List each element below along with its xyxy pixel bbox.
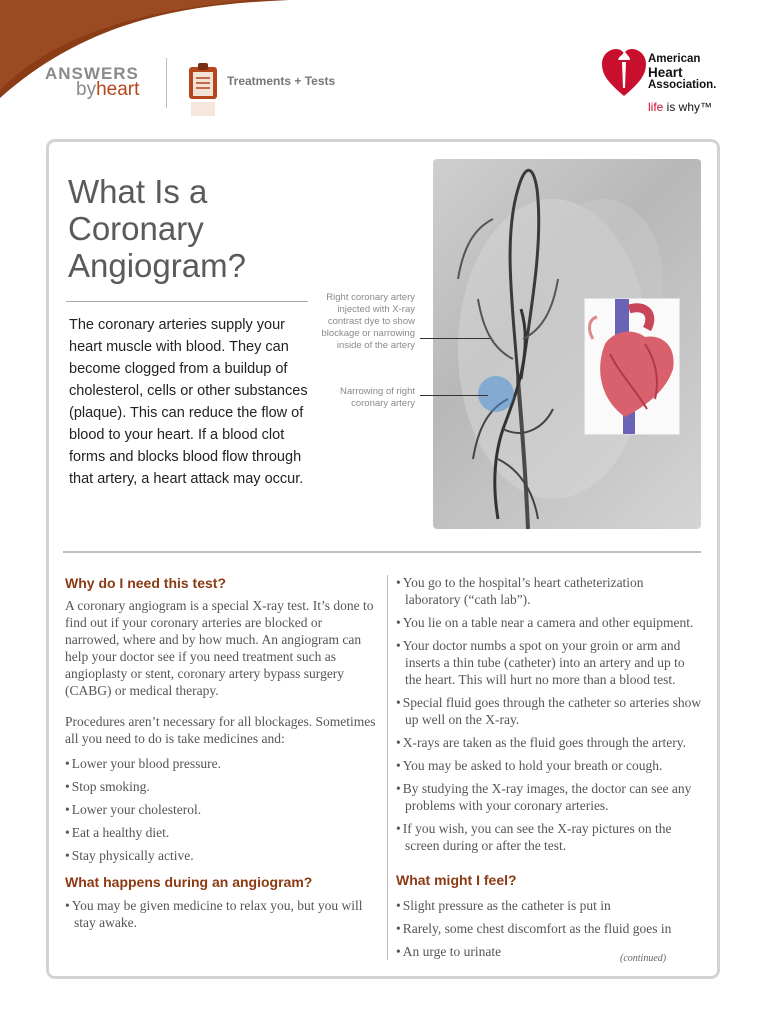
heart-illustration: [584, 298, 680, 435]
list-item: • An urge to urinate: [396, 940, 702, 963]
list-item: • X-rays are taken as the fluid goes through the artery.: [396, 734, 702, 751]
caption-leader-narrowing: [420, 395, 488, 396]
caption-leader-artery: [420, 338, 490, 339]
category-label: Treatments + Tests: [227, 74, 336, 88]
list-item: • You may be given medicine to relax you, but you will stay awake.: [65, 897, 377, 931]
intro-paragraph: The coronary arteries supply your heart muscle with blood. They can become clogged from a buildup of cholesterol, cells or other substances (plaque). This can reduce the flow of blood to your heart. If a blood clot forms and blocks blood flow through that artery, a heart attack may occur.: [69, 317, 308, 487]
heart-drawing: [585, 299, 679, 434]
clipboard-icon: [188, 62, 218, 118]
list-item: • Special fluid goes through the catheter so arteries show up well on the X-ray.: [396, 694, 702, 728]
page-title: [68, 173, 246, 284]
caption-narrowing: Narrowing of right coronary artery: [340, 386, 415, 409]
list-item: • You may be asked to hold your breath or cough.: [396, 757, 702, 774]
list-item: • If you wish, you can see the X-ray pictures on the screen during or after the test.: [396, 820, 702, 854]
brand-by-heart: [76, 79, 139, 101]
aha-tagline: [648, 100, 712, 114]
why-paragraph: A coronary angiogram is a special X-ray test. It’s done to find out if your coronary arteries are blocked or narrowed, where and by how much. An angiogram can help your doctor see if you need treatment such as angioplasty or stent, coronary artery bypass surgery (CABG) or medical therapy.: [65, 598, 374, 698]
list-item: • Stop smoking.: [65, 775, 377, 798]
brand-answers: ANSWERS: [45, 64, 139, 83]
title-line-3: Angiogram?: [68, 247, 246, 284]
list-item: • Slight pressure as the catheter is put in: [396, 894, 702, 917]
aha-line1: American: [648, 53, 701, 65]
heart-torch-icon: [602, 48, 646, 98]
heading-what-might-i-feel: What might I feel?: [396, 872, 517, 888]
title-rule: [66, 301, 308, 302]
lifestyle-list: [65, 752, 377, 867]
column-divider: [387, 575, 388, 960]
procedures-paragraph: Procedures aren’t necessary for all blockages. Sometimes all you need to do is take medicines and:: [65, 714, 376, 746]
what-happens-list-right: [396, 574, 702, 854]
caption-artery: Right coronary artery injected with X-ray contrast dye to show blockage or narrowing inside of the artery: [321, 292, 415, 351]
aha-line2: Heart: [648, 65, 683, 80]
section-divider: [63, 551, 701, 553]
list-item: • You go to the hospital’s heart catheterization laboratory (“cath lab”).: [396, 574, 702, 608]
aha-tag-rest: is why™: [663, 100, 713, 114]
list-item: • Lower your blood pressure.: [65, 752, 377, 775]
aha-line3: Association.: [648, 79, 717, 91]
title-line-2: Coronary: [68, 210, 204, 247]
list-item: • Lower your cholesterol.: [65, 798, 377, 821]
what-happens-list-left: [65, 897, 377, 931]
heading-what-happens: What happens during an angiogram?: [65, 874, 313, 890]
aha-wordmark: [648, 53, 716, 92]
heading-why: Why do I need this test?: [65, 575, 227, 591]
brand-divider: [166, 58, 167, 108]
aha-tag-life: life: [648, 100, 664, 114]
brand-by: by: [76, 79, 97, 100]
brand-heart: heart: [96, 79, 140, 100]
list-item: • By studying the X-ray images, the doctor can see any problems with your coronary arteries.: [396, 780, 702, 814]
continued-note: (continued): [620, 953, 667, 964]
list-item: • Your doctor numbs a spot on your groin or arm and inserts a thin tube (catheter) into an artery and up to the heart. This will hurt no more than a blood test.: [396, 637, 702, 688]
title-line-1: What Is a: [68, 173, 208, 210]
list-item: • Eat a healthy diet.: [65, 821, 377, 844]
list-item: • Rarely, some chest discomfort as the fluid goes in: [396, 917, 702, 940]
list-item: • Stay physically active.: [65, 844, 377, 867]
list-item: • You lie on a table near a camera and other equipment.: [396, 614, 702, 631]
